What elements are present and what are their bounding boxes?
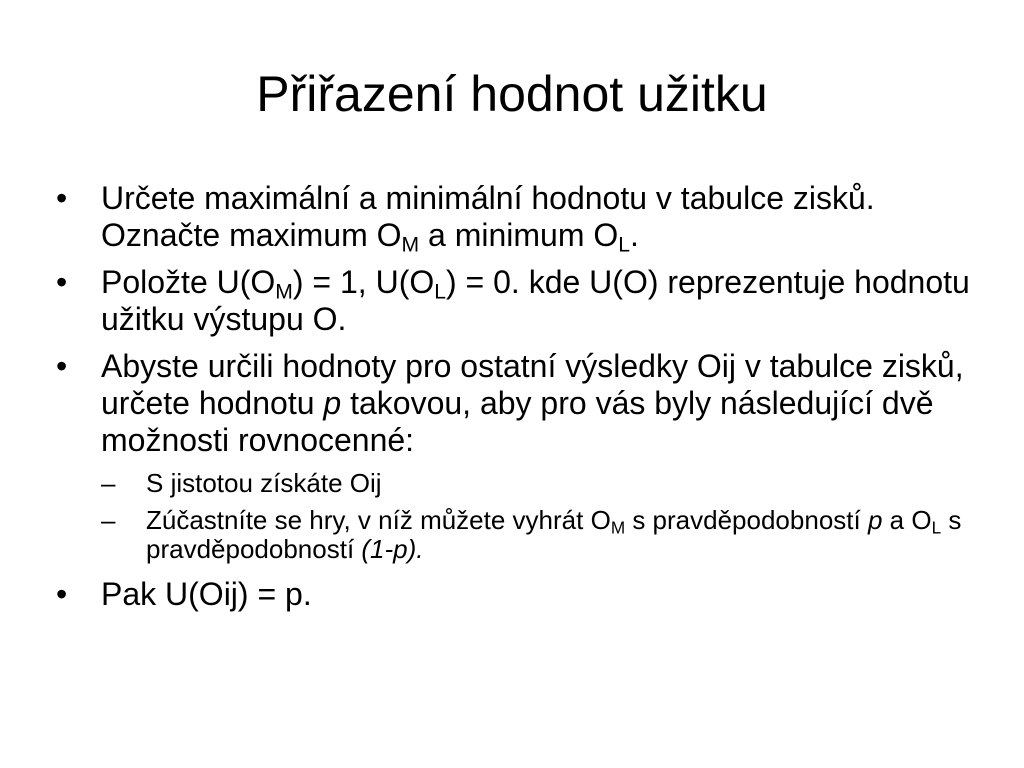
bullet-text: Určete maximální a minimální hodnotu v tabulce zisků. Označte maximum O xyxy=(101,180,875,253)
bullet-item-2 xyxy=(56,264,976,338)
italic-variable: p xyxy=(323,385,342,421)
sub-bullet-text: S jistotou získáte Oij xyxy=(146,468,382,498)
bullet-text: ) = 0. kde U(O) reprezentuje hodnotu užitku výstupu O. xyxy=(101,264,970,337)
bullet-marker: • xyxy=(56,264,68,300)
subscript: M xyxy=(401,233,420,257)
sub-bullet-marker: – xyxy=(101,468,116,498)
bullet-marker: • xyxy=(56,180,68,216)
subscript: L xyxy=(931,517,942,538)
subscript: L xyxy=(434,280,446,304)
bullet-text: takovou, aby pro vás byly následující dvě možnosti rovnocenné: xyxy=(101,385,934,458)
sub-bullet-item-2 xyxy=(101,506,976,564)
bullet-text: Pak U(Oij) = p. xyxy=(101,576,312,612)
subscript: L xyxy=(618,233,630,257)
bullet-item-4 xyxy=(56,576,976,613)
slide-body xyxy=(56,180,976,623)
subscript: M xyxy=(610,517,626,538)
bullet-marker: • xyxy=(56,576,68,612)
sub-bullet-list xyxy=(56,469,976,564)
sub-bullet-item-1 xyxy=(101,469,976,498)
bullet-text: . xyxy=(630,217,639,253)
bullet-item-3 xyxy=(56,348,976,459)
sub-bullet-text: a O xyxy=(882,505,932,535)
bullet-text: ) = 1, U(O xyxy=(292,264,435,300)
sub-bullet-text: s pravděpodobností xyxy=(625,505,868,535)
bullet-text: Abyste určili hodnoty pro ostatní výsledky Oij v tabulce zisků, určete hodnotu xyxy=(101,348,964,421)
bullet-text: a minimum O xyxy=(419,217,619,253)
slide-title: Přiřazení hodnot užitku xyxy=(256,66,768,122)
bullet-item-1 xyxy=(56,180,976,257)
italic-variable: (1-p). xyxy=(361,534,424,564)
sub-bullet-marker: – xyxy=(101,505,116,535)
italic-variable: p xyxy=(867,505,883,535)
bullet-marker: • xyxy=(56,348,68,384)
subscript: M xyxy=(275,280,293,304)
bullet-text: Položte U(O xyxy=(101,264,276,300)
sub-bullet-text: Zúčastníte se hry, v níž můžete vyhrát O xyxy=(146,505,611,535)
sub-bullet-text: s pravděpodobností xyxy=(146,505,962,564)
